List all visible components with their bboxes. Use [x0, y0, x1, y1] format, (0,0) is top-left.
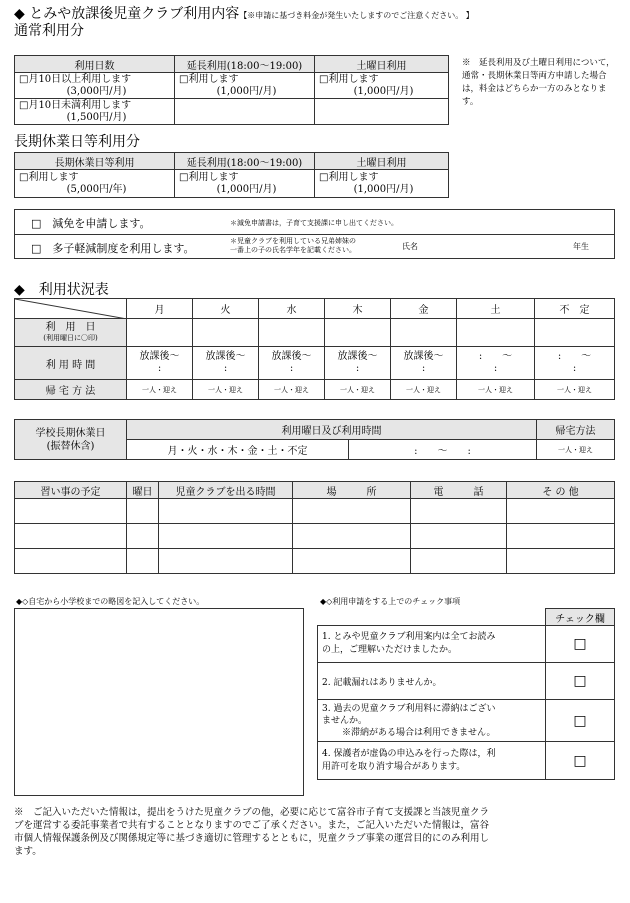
- lessons-cell[interactable]: [293, 499, 411, 524]
- usage-day-cell[interactable]: [259, 319, 325, 347]
- multichild-note-line1: ＊児童クラブを利用している兄弟姉妹の: [230, 237, 356, 245]
- regular-header-extension: 延長利用(18:00～19:00): [175, 56, 315, 73]
- usage-time-tue[interactable]: [193, 347, 259, 380]
- regular-header-saturday: 土曜日利用: [315, 56, 449, 73]
- regular-option-under10-label: □月10日未満利用します: [19, 99, 132, 111]
- lessons-header-other: そ の 他: [507, 482, 615, 499]
- checklist-checkbox-1[interactable]: □: [546, 626, 615, 663]
- return-method-cell[interactable]: 一人・迎え: [259, 380, 325, 400]
- footer-line-4: ます。: [14, 846, 42, 857]
- title-note: 【※申請に基づき料金が発生いたしますのでご注意ください。 】: [239, 11, 474, 20]
- lessons-row: [15, 499, 615, 524]
- longterm-header-extension: 延長利用(18:00～19:00): [175, 153, 315, 170]
- checklist-heading: ◆◇利用申請をする上でのチェック事項: [320, 597, 461, 606]
- regular-option-10plus-price: (3,000円/月): [66, 85, 127, 97]
- usage-time-thu[interactable]: [325, 347, 391, 380]
- lessons-row: [15, 524, 615, 549]
- after-school-text: 放課後～: [337, 351, 378, 362]
- regular-empty-cell: [175, 99, 315, 125]
- longterm-extension-price: (1,000円/月): [216, 183, 277, 195]
- usage-time-wed[interactable]: [259, 347, 325, 380]
- checklist-item-2: 2. 記載漏れはありませんか。: [318, 663, 546, 700]
- title-text: ◆ とみや放課後児童クラブ利用内容: [14, 6, 240, 22]
- checklist-item-4-line1: 4. 保護者が虚偽の申込みを行った際は，利: [322, 748, 496, 759]
- checklist-item-3-line3: ※滞納がある場合は利用できません。: [342, 727, 496, 738]
- checklist-item-4-line2: 用許可を取り消す場合があります。: [322, 761, 466, 772]
- return-method-cell[interactable]: 一人・迎え: [325, 380, 391, 400]
- lessons-header-phone: 電 話: [411, 482, 507, 499]
- holiday-label: [15, 420, 127, 460]
- lessons-header-day: 曜日: [127, 482, 159, 499]
- longterm-usage-option[interactable]: [15, 170, 175, 198]
- lessons-cell[interactable]: [127, 524, 159, 549]
- colon-text: :: [157, 363, 162, 374]
- longterm-usage-label: □利用します: [19, 171, 79, 183]
- usage-day-mon: 月: [127, 299, 193, 319]
- usage-time-undetermined[interactable]: [535, 347, 615, 380]
- lessons-cell[interactable]: [507, 549, 615, 574]
- after-school-text: 放課後～: [271, 351, 312, 362]
- colon-text: :: [355, 363, 360, 374]
- map-heading: ◆◇自宅から小学校までの略図を記入してください。: [16, 597, 205, 606]
- colon-text: :: [572, 363, 577, 374]
- regular-table: [14, 55, 449, 125]
- diagonal-line: [15, 299, 127, 319]
- regular-empty-cell: [315, 99, 449, 125]
- lessons-cell[interactable]: [411, 499, 507, 524]
- lessons-cell[interactable]: [293, 549, 411, 574]
- return-method-cell[interactable]: 一人・迎え: [127, 380, 193, 400]
- lessons-cell[interactable]: [127, 499, 159, 524]
- usage-day-thu: 木: [325, 299, 391, 319]
- holiday-return-value[interactable]: 一人・迎え: [537, 440, 615, 460]
- reduction-note: ＊減免申請書は，子育て支援課に申し出てください。: [230, 219, 398, 227]
- usage-row-return-label: 帰 宅 方 法: [15, 380, 127, 400]
- usage-row-day-label: [15, 319, 127, 347]
- checklist-item-3-line1: 3. 過去の児童クラブ利用料に滞納はござい: [322, 703, 496, 714]
- regular-saturday-label: □利用します: [319, 73, 379, 85]
- checklist-item-4: [318, 742, 546, 780]
- holiday-time-value[interactable]: : ～ :: [349, 440, 537, 460]
- regular-extension-label: □利用します: [179, 73, 239, 85]
- longterm-header-usage: 長期休業日等利用: [15, 153, 175, 170]
- longterm-usage-price: (5,000円/年): [66, 183, 127, 195]
- usage-row-day-sub: (利用曜日に〇印): [43, 333, 98, 342]
- usage-time-mon[interactable]: [127, 347, 193, 380]
- lessons-row: [15, 549, 615, 574]
- return-method-cell[interactable]: 一人・迎え: [193, 380, 259, 400]
- range-text: : ～: [557, 351, 592, 362]
- lessons-cell[interactable]: [159, 549, 293, 574]
- longterm-saturday-label: □利用します: [319, 171, 379, 183]
- usage-table: [14, 298, 615, 400]
- checklist-check-header: チェック欄: [546, 609, 615, 626]
- lessons-cell[interactable]: [15, 549, 127, 574]
- side-note: ※ 延長利用及び土曜日利用について，通常・長期休業日等両方申請した場合は，料金はどちらか一方のみとなります。: [462, 58, 615, 107]
- checklist-checkbox-2[interactable]: □: [546, 663, 615, 700]
- colon-text: :: [289, 363, 294, 374]
- usage-row-day-title: 利 用 日: [45, 321, 96, 333]
- regular-extension-price: (1,000円/月): [216, 85, 277, 97]
- reduction-divider: [15, 234, 614, 235]
- usage-day-wed: 水: [259, 299, 325, 319]
- checklist-item-1: [318, 626, 546, 663]
- regular-saturday-option[interactable]: [315, 73, 449, 99]
- usage-day-cell[interactable]: [457, 319, 535, 347]
- return-method-cell[interactable]: 一人・迎え: [457, 380, 535, 400]
- footer-line-3: 市個人情報保護条例及び関係規定等に基づき適切に管理するとともに，児童クラブ事業の運営目的にのみ利用し: [14, 833, 490, 844]
- holiday-return-header: 帰宅方法: [537, 420, 615, 440]
- usage-day-cell[interactable]: [391, 319, 457, 347]
- footer-line-2: ブを運営する委託事業者で共有することとなりますのでご了承ください。また，ご記入いただいた情報は，富谷: [14, 820, 490, 831]
- checklist-empty-header: [318, 609, 546, 626]
- usage-day-cell[interactable]: [535, 319, 615, 347]
- longterm-table: [14, 152, 449, 198]
- usage-day-sat: 土: [457, 299, 535, 319]
- holiday-table: [14, 419, 615, 460]
- return-method-cell[interactable]: 一人・迎え: [535, 380, 615, 400]
- usage-time-sat[interactable]: [457, 347, 535, 380]
- lessons-header-schedule: 習い事の予定: [15, 482, 127, 499]
- holiday-days-value[interactable]: 月・火・水・木・金・土・不定: [127, 440, 349, 460]
- after-school-text: 放課後～: [205, 351, 246, 362]
- regular-option-10plus[interactable]: [15, 73, 175, 99]
- reduction-checkbox-label[interactable]: □ 減免を申請します。: [31, 217, 151, 230]
- range-text: : ～: [478, 351, 513, 362]
- longterm-extension-option[interactable]: [175, 170, 315, 198]
- lessons-cell[interactable]: [293, 524, 411, 549]
- colon-text: :: [223, 363, 228, 374]
- lessons-table: [14, 481, 615, 574]
- lessons-cell[interactable]: [411, 524, 507, 549]
- usage-day-cell[interactable]: [325, 319, 391, 347]
- holiday-label-line1: 学校長期休業日: [35, 427, 106, 439]
- usage-day-cell[interactable]: [193, 319, 259, 347]
- holiday-label-line2: (振替休含): [46, 440, 95, 452]
- usage-day-cell[interactable]: [127, 319, 193, 347]
- regular-option-under10-price: (1,500円/月): [66, 111, 127, 123]
- usage-heading: ◆ 利用状況表: [14, 282, 109, 298]
- longterm-saturday-option[interactable]: [315, 170, 449, 198]
- lessons-cell[interactable]: [507, 524, 615, 549]
- reduction-box: [14, 209, 615, 259]
- multichild-checkbox-label[interactable]: □ 多子軽減制度を利用します。: [31, 242, 195, 255]
- regular-heading: 通常利用分: [14, 23, 84, 39]
- longterm-saturday-price: (1,000円/月): [353, 183, 414, 195]
- lessons-cell[interactable]: [507, 499, 615, 524]
- checklist-item-1-line2: の上，ご理解いただけましたか。: [322, 645, 458, 655]
- regular-extension-option[interactable]: [175, 73, 315, 99]
- regular-saturday-price: (1,000円/月): [353, 85, 414, 97]
- sibling-name-label: 氏名: [402, 242, 418, 251]
- regular-header-days: 利用日数: [15, 56, 175, 73]
- checklist-item-1-line1: 1. とみや児童クラブ利用案内は全てお読み: [322, 632, 496, 642]
- lessons-cell[interactable]: [411, 549, 507, 574]
- longterm-heading: 長期休業日等利用分: [14, 134, 140, 150]
- usage-row-time-label: 利 用 時 間: [15, 347, 127, 380]
- regular-option-under10[interactable]: [15, 99, 175, 125]
- regular-option-10plus-label: □月10日以上利用します: [19, 73, 132, 85]
- lessons-cell[interactable]: [159, 524, 293, 549]
- multichild-note-line2: 一番上の子の氏名学年を記載ください。: [230, 246, 356, 254]
- colon-text: :: [493, 363, 498, 374]
- checklist-table: [317, 608, 615, 780]
- return-method-cell[interactable]: 一人・迎え: [391, 380, 457, 400]
- after-school-text: 放課後～: [403, 351, 444, 362]
- lessons-cell[interactable]: [127, 549, 159, 574]
- holiday-header: 利用曜日及び利用時間: [127, 420, 537, 440]
- longterm-header-saturday: 土曜日利用: [315, 153, 449, 170]
- longterm-extension-label: □利用します: [179, 171, 239, 183]
- checklist-item-3: [318, 700, 546, 742]
- footer-note: [14, 806, 620, 858]
- lessons-header-leave-time: 児童クラブを出る時間: [159, 482, 293, 499]
- checklist-checkbox-4[interactable]: □: [546, 742, 615, 780]
- checklist-checkbox-3[interactable]: □: [546, 700, 615, 742]
- lessons-cell[interactable]: [15, 499, 127, 524]
- usage-day-undetermined: 不 定: [535, 299, 615, 319]
- colon-text: :: [421, 363, 426, 374]
- usage-day-tue: 火: [193, 299, 259, 319]
- sibling-grade-label: 年生: [573, 242, 589, 251]
- lessons-header-place: 場 所: [293, 482, 411, 499]
- lessons-cell[interactable]: [159, 499, 293, 524]
- after-school-text: 放課後～: [139, 351, 180, 362]
- lessons-cell[interactable]: [15, 524, 127, 549]
- map-drawing-area[interactable]: [14, 608, 304, 796]
- usage-day-fri: 金: [391, 299, 457, 319]
- usage-corner-cell: [15, 299, 127, 319]
- checklist-item-3-line2: ませんか。: [322, 715, 368, 726]
- footer-line-1: ※ ご記入いただいた情報は，提出をうけた児童クラブの他，必要に応じて富谷市子育て支援課と当該児童クラ: [14, 807, 490, 818]
- multichild-note: [230, 237, 356, 255]
- usage-time-fri[interactable]: [391, 347, 457, 380]
